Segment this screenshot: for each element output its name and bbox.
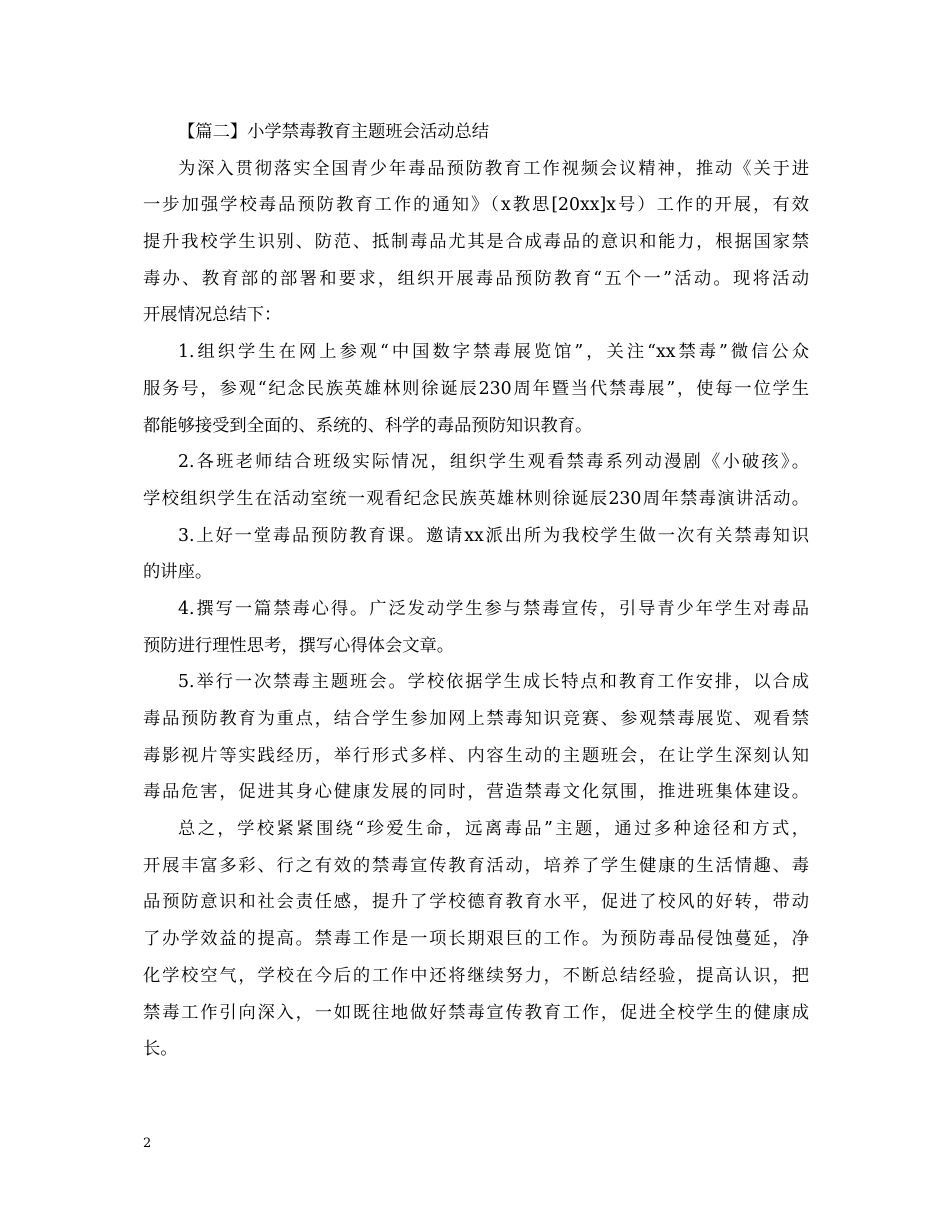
text-line: 4.撰写一篇禁毒心得。广泛发动学生参与禁毒宣传，引导青少年学生对毒品 (178, 598, 809, 619)
text-line: 一步加强学校毒品预防教育工作的通知》（x教思[20xx]x号）工作的开展，有效 (143, 195, 809, 216)
text-line: 1.组织学生在网上参观“中国数字禁毒展览馆”，关注“xx禁毒”微信公众 (178, 342, 809, 363)
text-line: 开展情况总结下： (143, 305, 282, 326)
text-line: 总之，学校紧紧围绕“珍爱生命，远离毒品”主题，通过多种途径和方式， (178, 819, 809, 840)
page-number: 2 (143, 1136, 152, 1151)
text-line: 学校组织学生在活动室统一观看纪念民族英雄林则徐诞辰230周年禁毒演讲活动。 (143, 488, 809, 509)
text-line: 服务号，参观“纪念民族英雄林则徐诞辰230周年暨当代禁毒展”，使每一位学生 (143, 378, 809, 399)
text-line: 品预防意识和社会责任感，提升了学校德育教育水平，促进了校风的好转，带动 (143, 892, 809, 913)
text-line: 提升我校学生识别、防范、抵制毒品尤其是合成毒品的意识和能力，根据国家禁 (143, 232, 809, 253)
text-line: 都能够接受到全面的、系统的、科学的毒品预防知识教育。 (143, 415, 593, 436)
text-line: 化学校空气，学校在今后的工作中还将继续努力，不断总结经验，提高认识，把 (143, 965, 809, 986)
text-line: 的讲座。 (143, 562, 213, 583)
text-line: 2.各班老师结合班级实际情况，组织学生观看禁毒系列动漫剧《小破孩》。 (178, 452, 809, 473)
text-line: 预防进行理性思考，撰写心得体会文章。 (143, 635, 455, 656)
text-line: 开展丰富多彩、行之有效的禁毒宣传教育活动，培养了学生健康的生活情趣、毒 (143, 855, 809, 876)
text-line: 3.上好一堂毒品预防教育课。邀请xx派出所为我校学生做一次有关禁毒知识 (178, 525, 809, 546)
document-body (143, 114, 809, 1068)
text-line: 为深入贯彻落实全国青少年毒品预防教育工作视频会议精神，推动《关于进 (178, 158, 809, 179)
text-line: 毒品危害，促进其身心健康发展的同时，营造禁毒文化氛围，推进班集体建设。 (143, 782, 809, 803)
text-line: 5.举行一次禁毒主题班会。学校依据学生成长特点和教育工作安排，以合成 (178, 672, 809, 693)
text-line: 长。 (143, 1039, 178, 1060)
text-line: 毒影视片等实践经历，举行形式多样、内容生动的主题班会，在让学生深刻认知 (143, 745, 809, 766)
section-heading: 【篇二】小学禁毒教育主题班会活动总结 (178, 122, 490, 142)
text-line: 毒品预防教育为重点，结合学生参加网上禁毒知识竞赛、参观禁毒展览、观看禁 (143, 709, 809, 729)
text-line: 了办学效益的提高。禁毒工作是一项长期艰巨的工作。为预防毒品侵蚀蔓延，净 (143, 929, 809, 950)
text-line: 禁毒工作引向深入，一如既往地做好禁毒宣传教育工作，促进全校学生的健康成 (143, 1002, 809, 1023)
text-line: 毒办、教育部的部署和要求，组织开展毒品预防教育“五个一”活动。现将活动 (143, 268, 809, 289)
